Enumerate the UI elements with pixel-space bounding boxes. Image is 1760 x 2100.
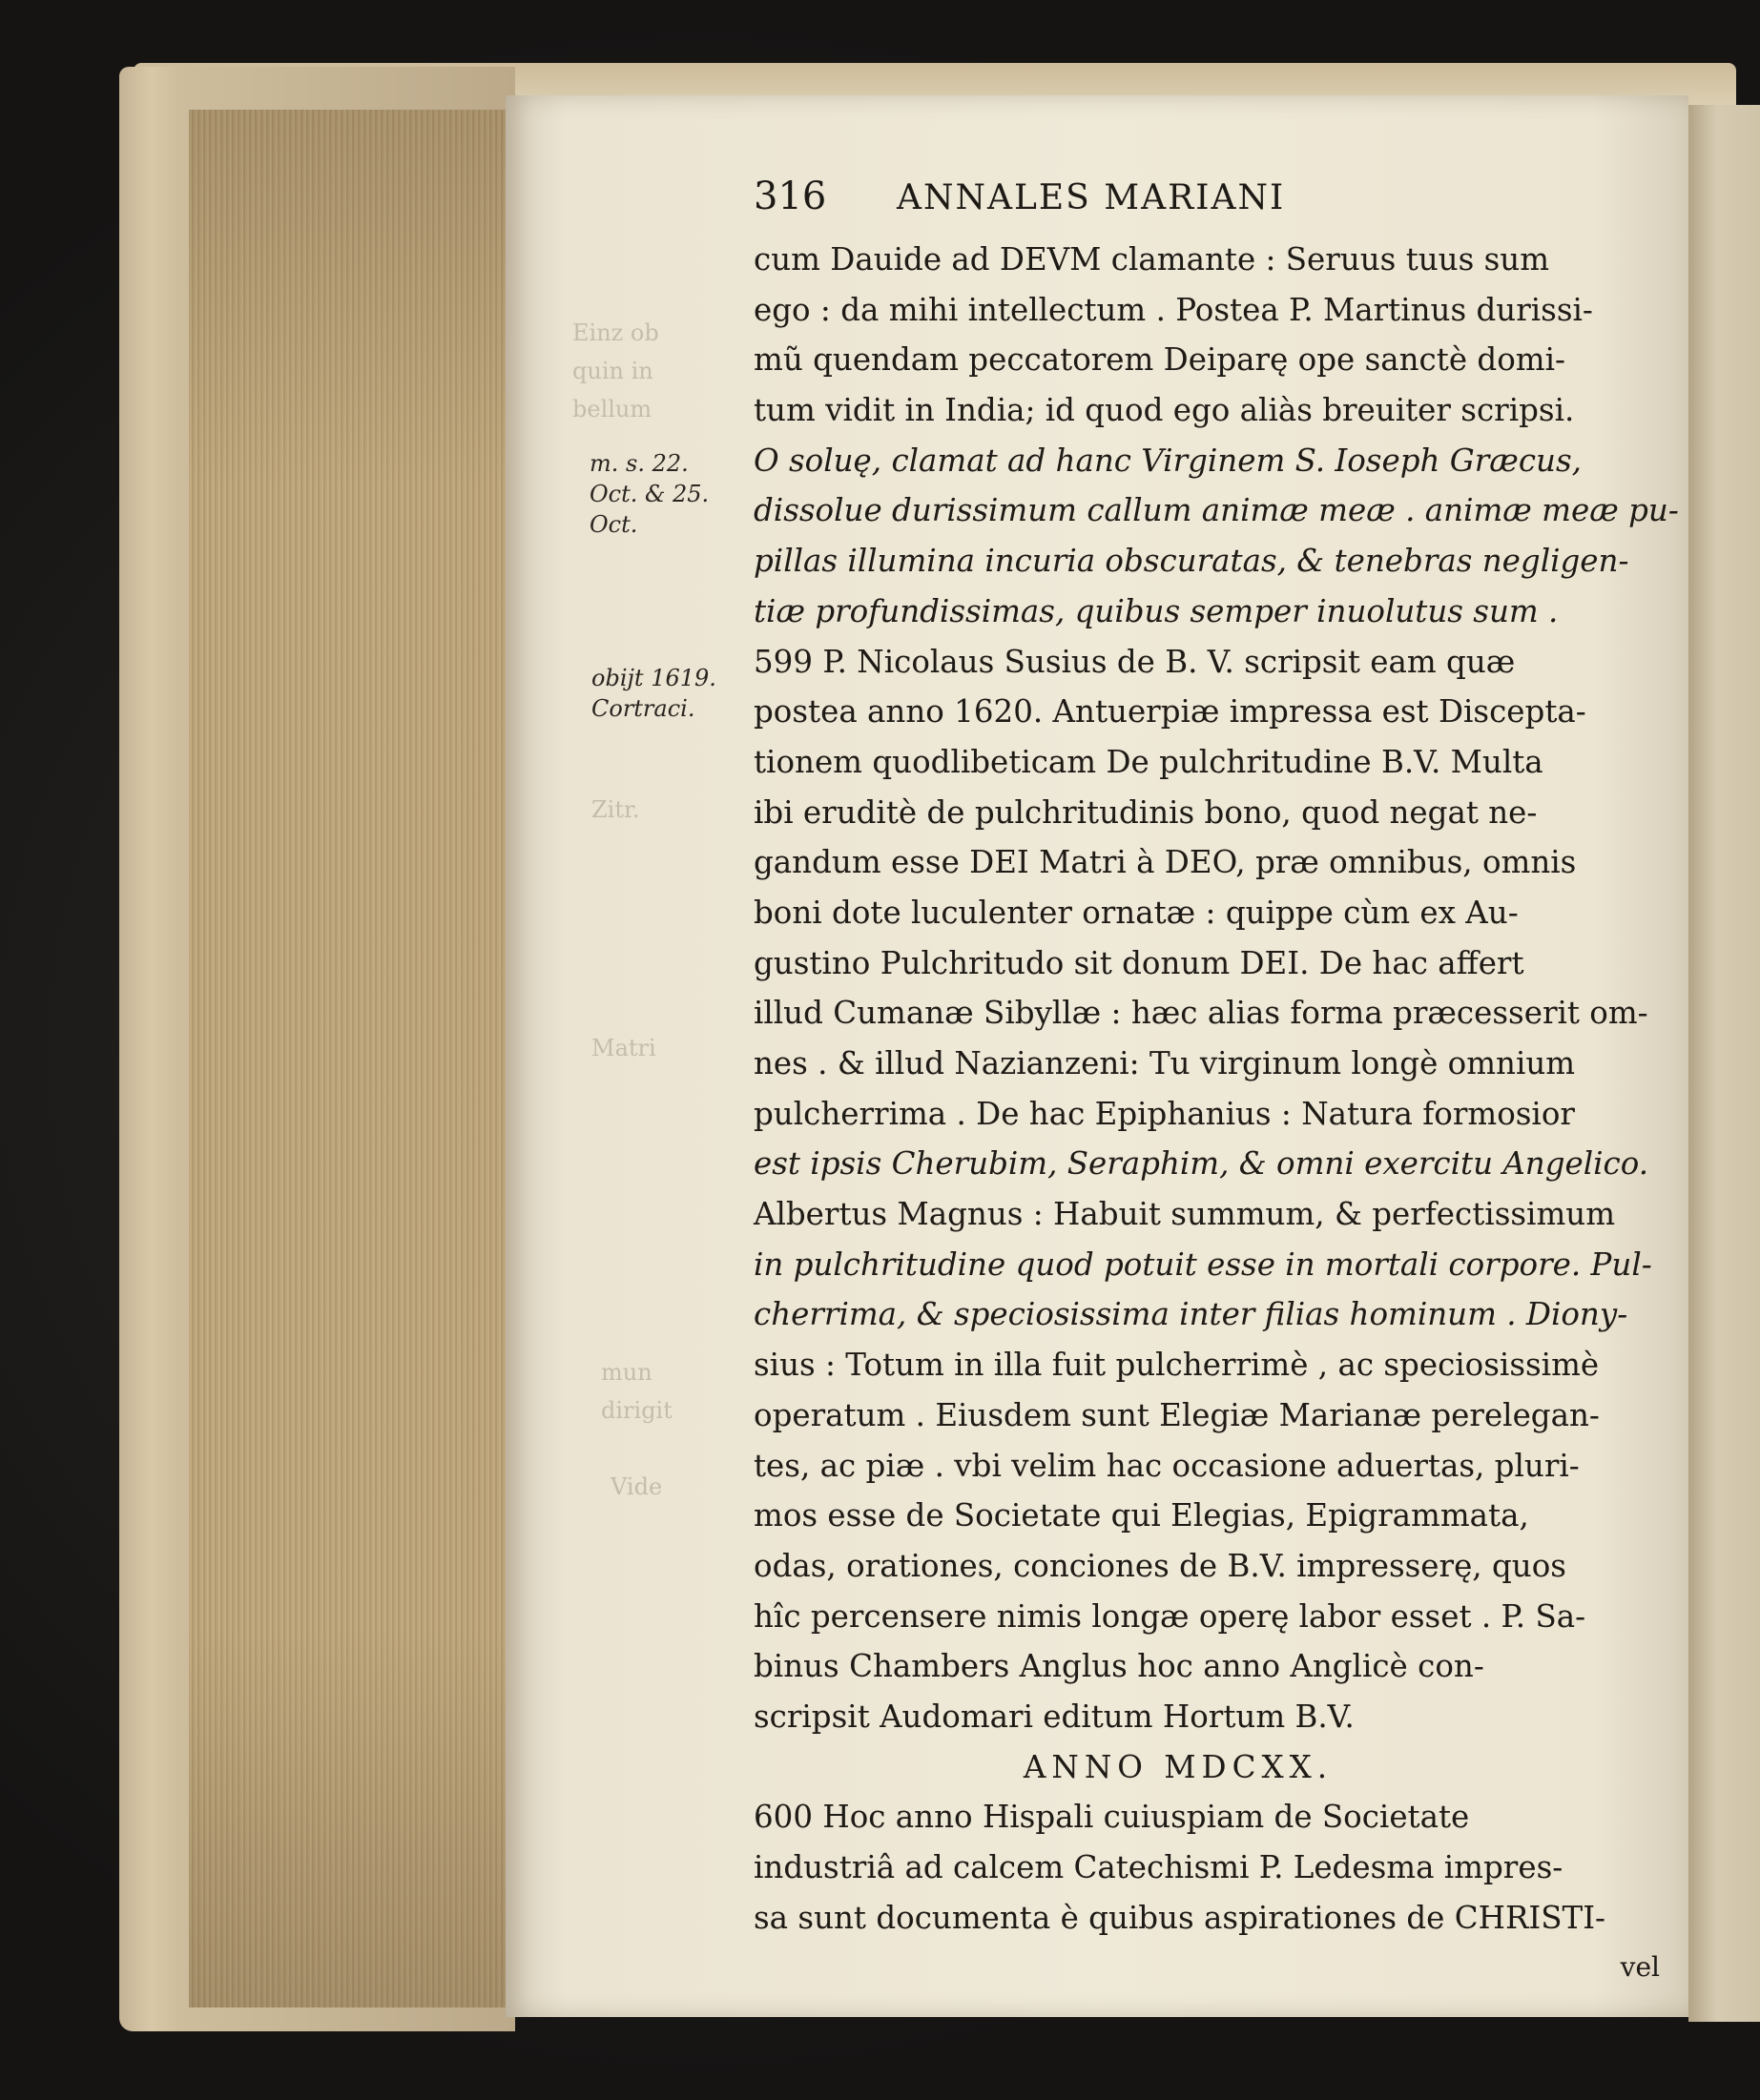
text-line: postea anno 1620. Antuerpiæ impressa est Discepta- [754,693,1586,731]
show-through: Einz ob [572,319,659,346]
text-line: ego : da mihi intellectum . Postea P. Martinus durissi- [754,291,1593,328]
text-line: gandum esse DEI Matri à DEO, præ omnibus, omnis [754,844,1577,881]
text-line: Albertus Magnus : Habuit summum, & perfectissimum [754,1196,1616,1233]
running-header [754,175,1507,230]
margin-note [590,448,709,540]
text-line: dissolue durissimum callum animæ meæ . animæ meæ pu- [754,492,1679,529]
text-line: binus Chambers Anglus hoc anno Anglicè con- [754,1648,1484,1685]
margin-note-line: Oct. & 25. [590,481,710,507]
text-line: ibi eruditè de pulchritudinis bono, quod negat ne- [754,793,1538,831]
text-line: cherrima, & speciosissima inter filias hominum . Diony- [754,1296,1628,1333]
text-line: tionem quodlibeticam De pulchritudine B.V. Multa [754,743,1543,780]
show-through: Vide [611,1473,663,1500]
text-line: tiæ profundissimas, quibus semper inuolutus sum . [754,592,1559,629]
running-title: ANNALES MARIANI [897,178,1286,217]
text-line: scripsit Audomari editum Hortum B.V. [754,1698,1355,1735]
text-line: 600 Hoc anno Hispali cuiuspiam de Societate [754,1799,1470,1836]
show-through: Zitr. [591,796,640,823]
text-line: boni dote luculenter ornatæ : quippe cùm ex Au- [754,894,1519,931]
main-text-block [754,235,1679,1993]
margin-note-line: obijt 1619. [591,665,716,691]
text-line: in pulchritudine quod potuit esse in mortali corpore. Pul- [754,1246,1652,1283]
text-line: est ipsis Cherubim, Seraphim, & omni exercitu Angelico. [754,1145,1649,1183]
text-line: gustino Pulchritudo sit donum DEI. De hac affert [754,944,1524,981]
text-line: illud Cumanæ Sibyllæ : hæc alias forma præcesserit om- [754,995,1648,1032]
show-through: Matri [591,1035,656,1061]
margin-note-line: Cortraci. [591,695,695,722]
show-through: dirigit [601,1397,673,1424]
text-line: mos esse de Societate qui Elegias, Epigrammata, [754,1497,1529,1534]
text-line: operatum . Eiusdem sunt Elegiæ Marianæ perelegan- [754,1396,1600,1433]
text-line: nes . & illud Nazianzeni: Tu virginum longè omnium [754,1045,1576,1081]
text-line: tes, ac piæ . vbi velim hac occasione aduertas, pluri- [754,1447,1580,1484]
text-line: sius : Totum in illa fuit pulcherrimè , ac speciosissimè [754,1347,1600,1384]
margin-note [591,663,716,724]
text-line: cum Dauide ad DEVM clamante : Seruus tuus sum [754,241,1550,278]
text-line: pillas illumina incuria obscuratas, & tenebras negligen- [754,543,1629,580]
show-through: mun [601,1359,652,1386]
margin-note-line: Oct. [590,511,638,538]
page-block-shade [189,110,508,2007]
text-line: mũ quendam peccatorem Deiparę ope sanctè domi- [754,341,1565,379]
page-number: 316 [754,175,827,218]
facing-page-edge [1688,105,1760,2022]
section-heading: ANNO MDCXX. [1023,1748,1334,1785]
margin-note-line: m. s. 22. [590,450,689,477]
text-line: tum vidit in India; id quod ego aliàs breuiter scripsi. [754,392,1575,429]
text-line: hîc percensere nimis longæ operę labor esset . P. Sa- [754,1597,1586,1635]
text-line: pulcherrima . De hac Epiphanius : Natura formosior [754,1095,1575,1132]
text-line: sa sunt documenta è quibus aspirationes de CHRISTI- [754,1899,1606,1936]
text-line: O soluę, clamat ad hanc Virginem S. Ioseph Græcus, [754,442,1582,479]
show-through: quin in [572,358,653,384]
text-line: 599 P. Nicolaus Susius de B. V. scripsit eam quæ [754,643,1516,680]
text-line: odas, orationes, conciones de B.V. impresserę, quos [754,1547,1566,1584]
show-through: bellum [572,396,652,422]
text-line: industriâ ad calcem Catechismi P. Ledesma impres- [754,1849,1563,1885]
catchword: vel [1620,1951,1660,1984]
